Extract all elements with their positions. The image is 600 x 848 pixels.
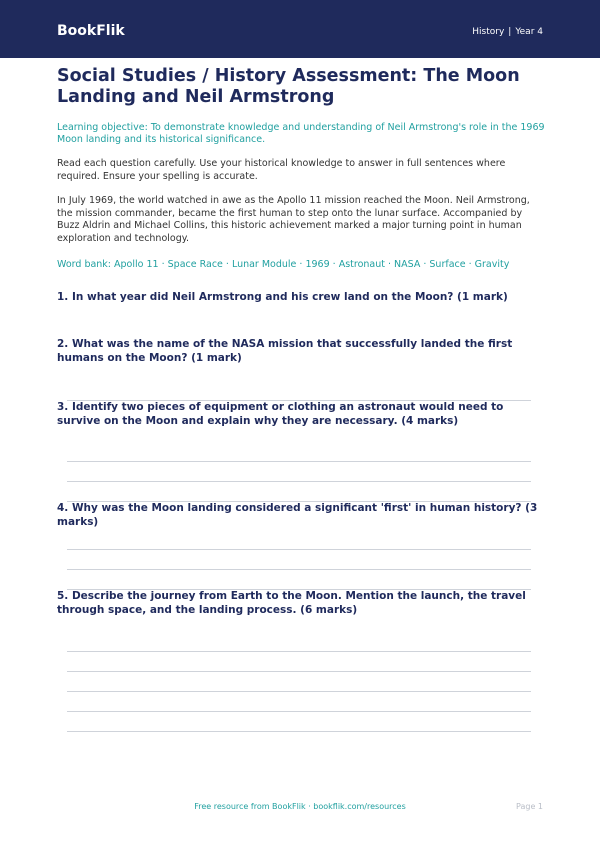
answer-line[interactable] [67, 671, 531, 672]
answer-line[interactable] [67, 481, 531, 482]
answer-line[interactable] [67, 691, 531, 692]
brand-logo: BookFlik [57, 23, 125, 39]
page-header [0, 0, 600, 58]
year-label: Year 4 [515, 27, 543, 37]
question-5: 5. Describe the journey from Earth to the Moon. Mention the launch, the travel through space, and the landing process. (6 marks) [57, 590, 526, 616]
page-number: Page 1 [516, 802, 543, 811]
meta-separator: | [508, 27, 512, 37]
passage-text: In July 1969, the world watched in awe as the Apollo 11 mission reached the Moon. Neil Armstrong, the mission commander, became the first human to step onto the lunar surface. Accompanied by Buzz Aldrin and Michael Collins, this historic achievement marked a major turning point in human exploration and technology. [57, 195, 530, 244]
subject-year-label [472, 26, 543, 38]
question-1: 1. In what year did Neil Armstrong and his crew land on the Moon? (1 mark) [57, 291, 508, 303]
answer-line[interactable] [67, 711, 531, 712]
answer-line[interactable] [67, 651, 531, 652]
answer-line[interactable] [67, 731, 531, 732]
question-4: 4. Why was the Moon landing considered a significant 'first' in human history? (3 marks) [57, 502, 538, 528]
subject-label: History [472, 27, 505, 37]
question-3: 3. Identify two pieces of equipment or clothing an astronaut would need to survive on the Moon and explain why they are necessary. (4 marks) [57, 401, 504, 427]
question-2: 2. What was the name of the NASA mission that successfully landed the first humans on the Moon? (1 mark) [57, 338, 513, 364]
instructions-text: Read each question carefully. Use your historical knowledge to answer in full sentences where required. Ensure your spelling is accurate. [57, 158, 506, 182]
page-title: Social Studies / History Assessment: The Moon Landing and Neil Armstrong [57, 66, 520, 107]
footer-resource-link[interactable]: Free resource from BookFlik · bookflik.com/resources [194, 802, 406, 811]
answer-line[interactable] [67, 461, 531, 462]
word-bank: Word bank: Apollo 11 · Space Race · Lunar Module · 1969 · Astronaut · NASA · Surface · Gravity [57, 259, 510, 270]
answer-line[interactable] [67, 569, 531, 570]
answer-line[interactable] [67, 549, 531, 550]
learning-objective: Learning objective: To demonstrate knowledge and understanding of Neil Armstrong's role in the 1969 Moon landing and its historical significance. [57, 122, 545, 145]
